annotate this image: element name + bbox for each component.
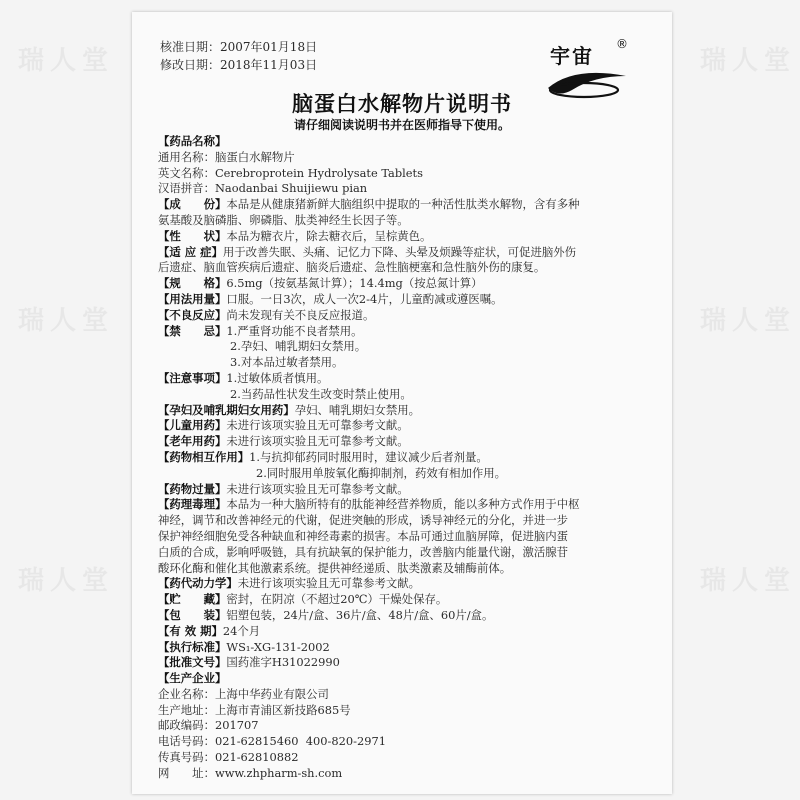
- section-header-indications: 【适 应 症】: [158, 244, 223, 259]
- pregnancy-text: 孕妇、哺乳期妇女禁用。: [294, 402, 421, 417]
- company-fax: 021-62810882: [214, 750, 299, 765]
- watermark-text: 瑞人堂: [700, 306, 797, 336]
- precaution-item: 2.当药品性状发生改变时禁止使用。: [230, 386, 412, 401]
- contraindication-item: 2.孕妇、哺乳期妇女禁用。: [230, 339, 367, 354]
- indications-text: 用于改善失眠、头痛、记忆力下降、头晕及烦躁等症状，可促进脑外伤: [222, 244, 577, 259]
- precaution-item: 1.过敏体质者慎用。: [226, 370, 329, 385]
- section-header-pregnancy: 【孕妇及哺乳期妇女用药】: [158, 402, 295, 417]
- section-header-approval-number: 【批准文号】: [158, 655, 227, 670]
- section-header-standard: 【执行标准】: [158, 639, 227, 654]
- watermark-text: 瑞人堂: [18, 566, 115, 596]
- pharmacology-text-continued: 神经，调节和改善神经元的代谢，促进突触的形成，诱导神经元的分化，并进一步: [158, 513, 569, 528]
- document-subtitle: 请仔细阅读说明书并在医师指导下使用。: [293, 118, 510, 132]
- dosage-text: 口服。一日3次，成人一次2-4片，儿童酌减或遵医嘱。: [226, 291, 503, 306]
- storage-text: 密封，在阴凉（不超过20℃）干燥处保存。: [226, 592, 448, 607]
- company-website: www.zhpharm-sh.com: [214, 765, 343, 780]
- section-header-precautions: 【注意事项】: [158, 370, 227, 385]
- address-label: 生产地址：: [158, 702, 215, 717]
- adverse-reactions-text: 尚未发现有关不良反应报道。: [226, 307, 375, 322]
- section-header-properties: 【性 状】: [158, 228, 227, 243]
- section-header-packaging: 【包 装】: [158, 607, 227, 622]
- section-header-pediatric: 【儿童用药】: [158, 418, 227, 433]
- company-phone: 021-62815460 400-820-2971: [214, 734, 386, 749]
- company-postcode: 201707: [214, 718, 259, 733]
- packaging-text: 铝塑包装，24片/盒、36片/盒、48片/盒、60片/盒。: [226, 607, 494, 622]
- composition-text: 本品是从健康猪新鲜大脑组织中提取的一种活性肽类水解物，含有多种: [226, 197, 580, 212]
- revision-date: 修改日期：2018年11月03日: [160, 58, 318, 72]
- interaction-item: 1.与抗抑郁药同时服用时，建议减少后者剂量。: [249, 449, 488, 464]
- watermark-text: 瑞人堂: [18, 46, 115, 76]
- section-header-validity: 【有 效 期】: [158, 623, 223, 638]
- registered-mark: ®: [616, 37, 628, 51]
- fax-label: 传真号码：: [158, 750, 215, 765]
- website-label: 网 址：: [158, 765, 215, 780]
- contraindication-item: 1.严重肾功能不良者禁用。: [226, 323, 363, 338]
- postcode-label: 邮政编码：: [158, 718, 215, 733]
- section-header-geriatric: 【老年用药】: [158, 434, 227, 449]
- watermark-text: 瑞人堂: [700, 566, 797, 596]
- watermark-text: 瑞人堂: [18, 306, 115, 336]
- section-header-dosage: 【用法用量】: [158, 291, 227, 306]
- section-header-specification: 【规 格】: [158, 276, 227, 291]
- section-header-interactions: 【药物相互作用】: [158, 449, 250, 464]
- section-header-contraindications: 【禁 忌】: [158, 323, 227, 338]
- properties-text: 本品为糖衣片，除去糖衣后，呈棕黄色。: [226, 228, 432, 243]
- section-header-manufacturer: 【生产企业】: [158, 671, 227, 686]
- validity-text: 24个月: [222, 623, 261, 638]
- company-address: 上海市青浦区新技路685号: [214, 702, 351, 717]
- approval-date: 核准日期：2007年01月18日: [160, 40, 318, 54]
- section-header-composition: 【成 份】: [158, 197, 227, 212]
- interaction-item: 2.同时服用单胺氧化酶抑制剂，药效有相加作用。: [256, 465, 507, 480]
- company-label: 企业名称：: [158, 686, 215, 701]
- approval-number-text: 国药准字H31022990: [226, 655, 340, 670]
- leaflet-sheet: [132, 12, 672, 794]
- specification-text: 6.5mg（按氨基氮计算）；14.4mg（按总氮计算）: [226, 276, 483, 291]
- contraindication-item: 3.对本品过敏者禁用。: [230, 355, 344, 370]
- section-header-overdose: 【药物过量】: [158, 481, 227, 496]
- section-header-drug-name: 【药品名称】: [158, 134, 227, 148]
- composition-text-continued: 氨基酸及脑磷脂、卵磷脂、肽类神经生长因子等。: [158, 212, 409, 227]
- pediatric-text: 未进行该项实验且无可靠参考文献。: [226, 418, 409, 433]
- document-title: 脑蛋白水解物片说明书: [292, 92, 512, 116]
- overdose-text: 未进行该项实验且无可靠参考文献。: [226, 481, 409, 496]
- watermark-text: 瑞人堂: [700, 46, 797, 76]
- company-name: 上海中华药业有限公司: [214, 686, 329, 701]
- section-header-adverse-reactions: 【不良反应】: [158, 307, 227, 322]
- standard-text: WS₁-XG-131-2002: [226, 639, 330, 654]
- section-header-pharmacokinetics: 【药代动力学】: [158, 576, 238, 591]
- geriatric-text: 未进行该项实验且无可靠参考文献。: [226, 434, 409, 449]
- section-header-storage: 【贮 藏】: [158, 592, 227, 607]
- date-block: [160, 38, 317, 74]
- pharmacology-text-continued: 白质的合成，影响呼吸链，具有抗缺氧的保护能力，改善脑内能量代谢，激活腺苷: [158, 544, 569, 559]
- pharmacokinetics-text: 未进行该项实验且无可靠参考文献。: [237, 576, 421, 591]
- indications-text-continued: 后遗症、脑血管疾病后遗症、脑炎后遗症、急性脑梗塞和急性脑外伤的康复。: [158, 260, 546, 275]
- pinyin-name: 汉语拼音：Naodanbai Shuijiewu pian: [158, 181, 368, 196]
- pharmacology-text-continued: 保护神经细胞免受各种缺血和神经毒素的损害。本品可通过血脑屏障，促进脑内蛋: [158, 528, 569, 543]
- pharmacology-text-continued: 酸环化酶和催化其他激素系统。提供神经递质、肽类激素及辅酶前体。: [158, 560, 512, 575]
- pharmacology-text: 本品为一种大脑所特有的肽能神经营养物质，能以多种方式作用于中枢: [226, 497, 580, 512]
- phone-label: 电话号码：: [158, 734, 215, 749]
- section-header-pharmacology: 【药理毒理】: [158, 497, 227, 512]
- leaflet-content: [158, 134, 658, 782]
- generic-name: 通用名称：脑蛋白水解物片: [158, 149, 295, 164]
- brand-name: 宇宙: [550, 44, 594, 68]
- english-name: 英文名称：Cerebroprotein Hydrolysate Tablets: [158, 165, 423, 180]
